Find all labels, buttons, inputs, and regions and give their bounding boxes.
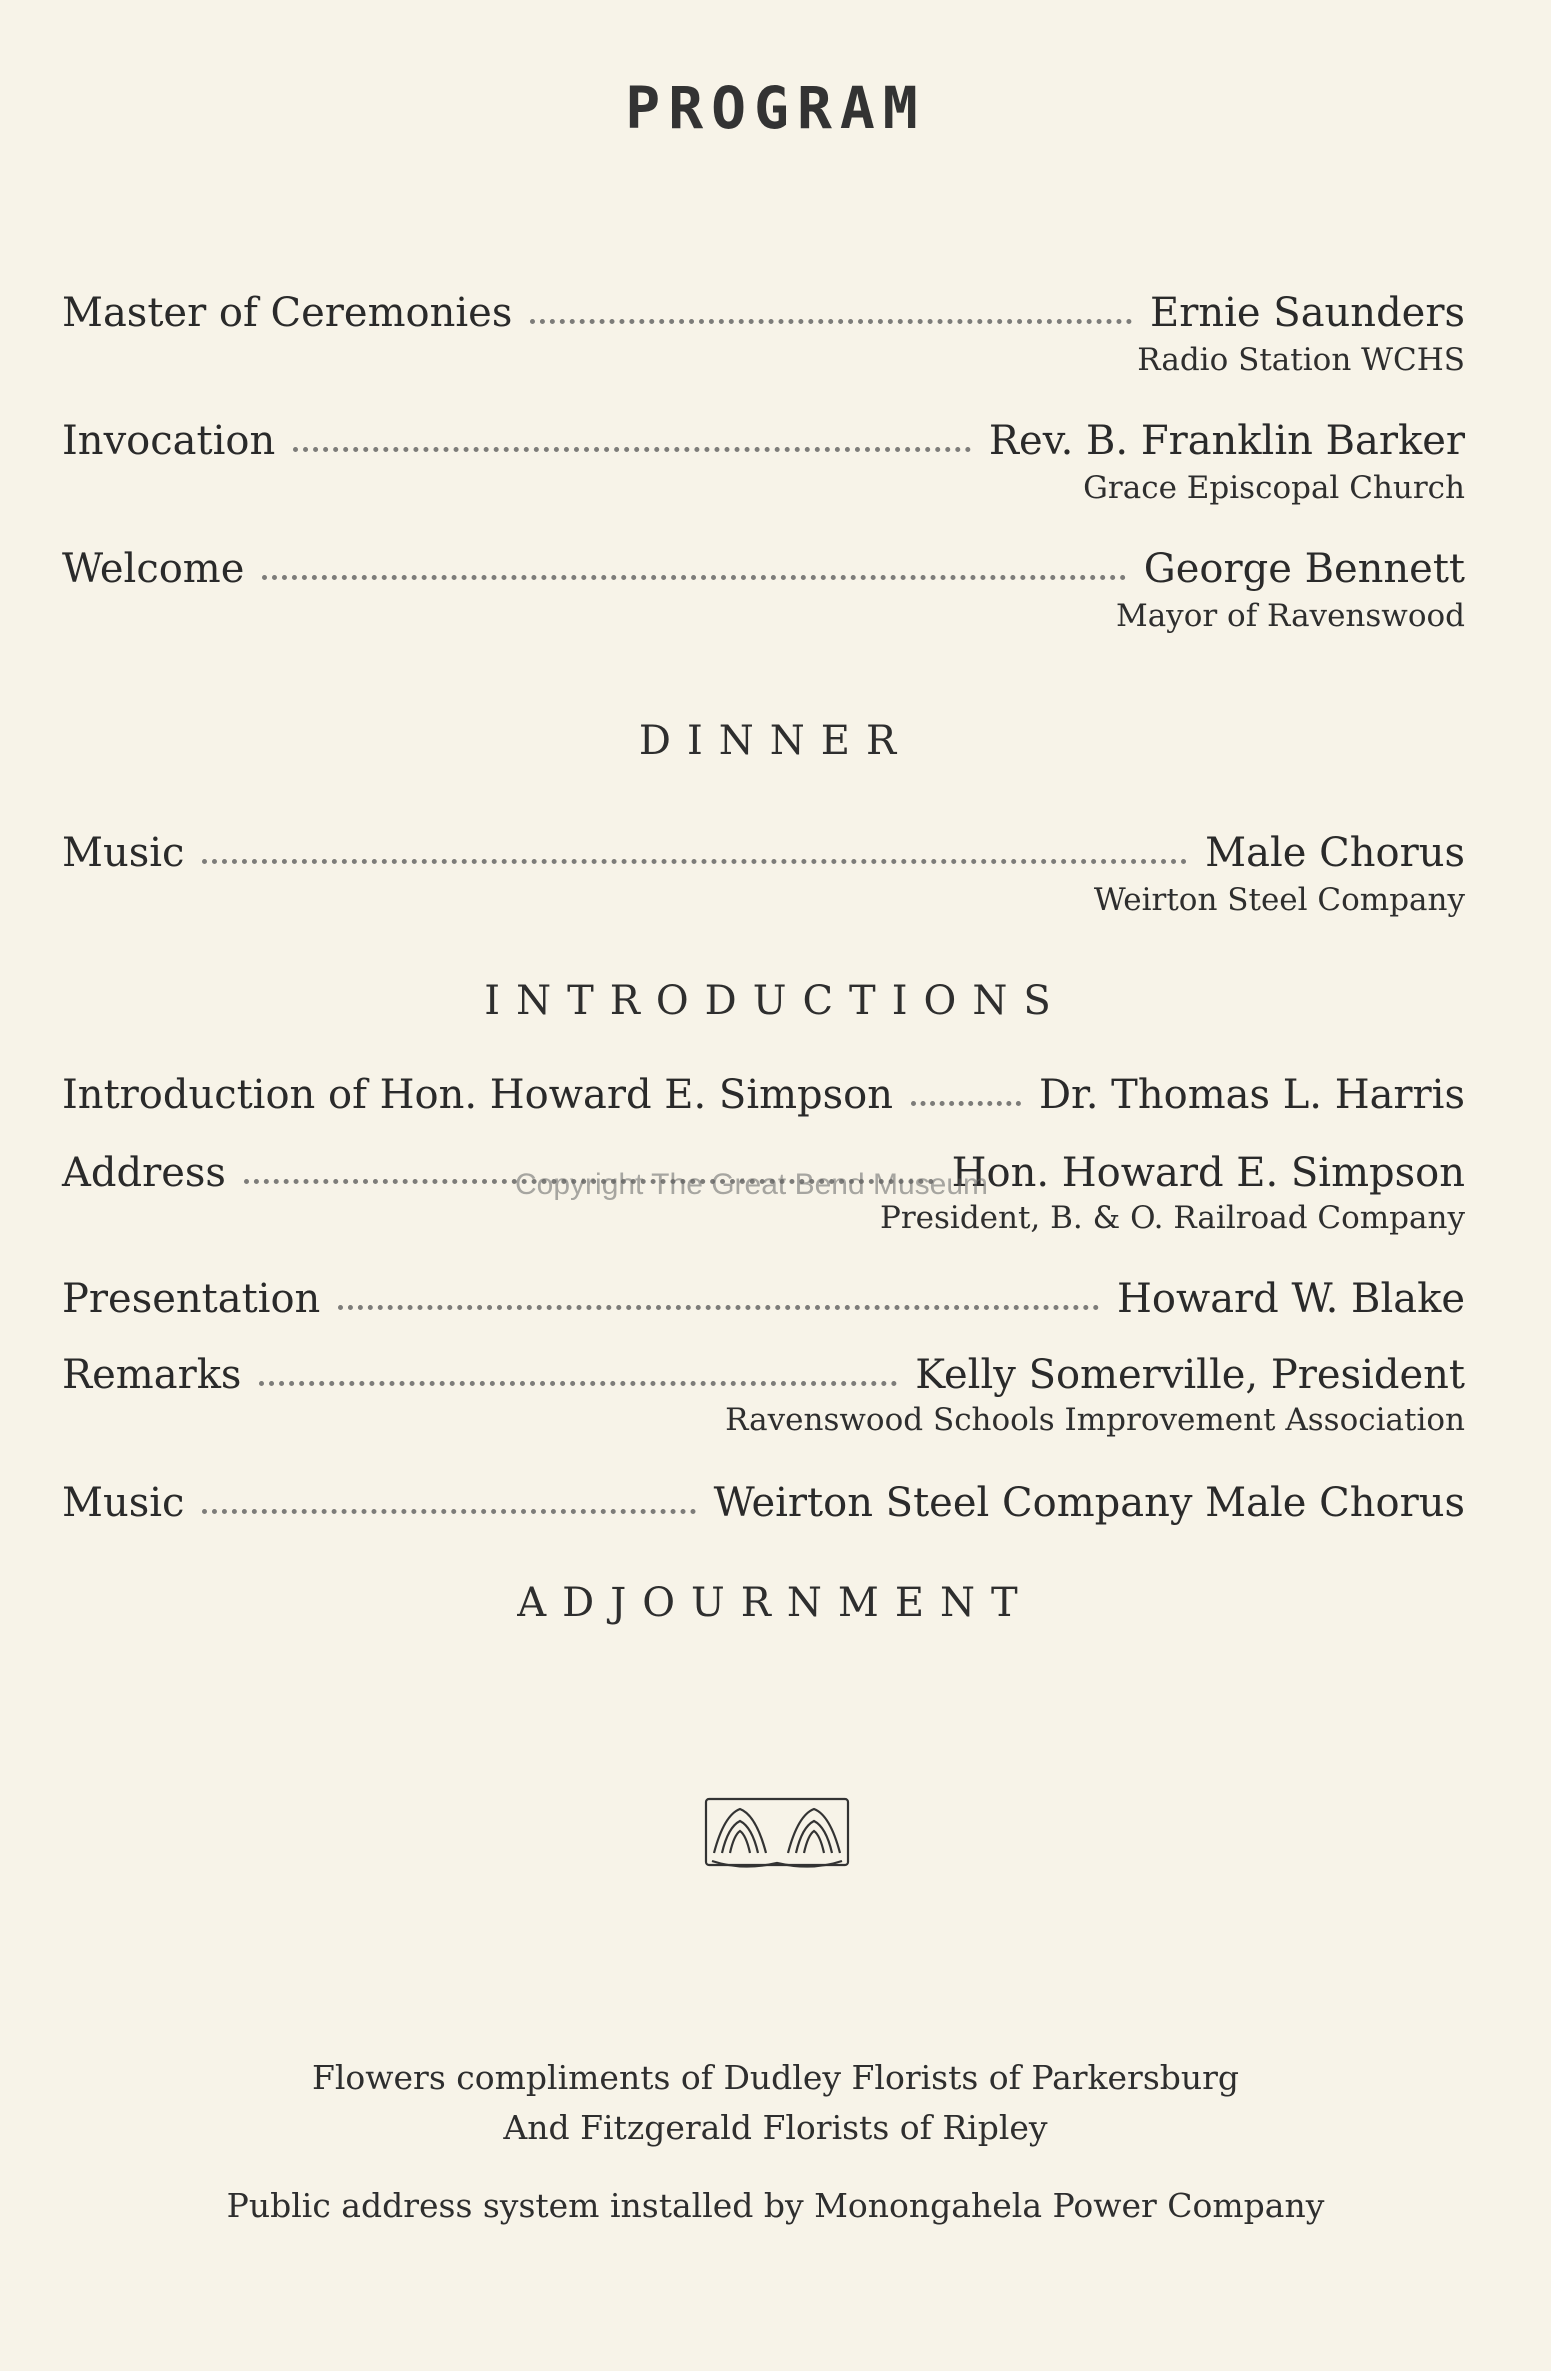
item-name: Howard W. Blake [1117, 1276, 1465, 1322]
copyright-watermark: Copyright The Great Bend Museum [515, 1168, 989, 1201]
dot-leader [338, 1301, 1099, 1310]
dot-leader [202, 855, 1187, 864]
item-name: Kelly Somerville, President [915, 1352, 1465, 1398]
program-item-remarks [62, 1352, 1465, 1398]
program-item-presentation [62, 1276, 1465, 1322]
section-heading-dinner: DINNER [638, 718, 913, 764]
item-affiliation: Weirton Steel Company [1093, 882, 1465, 918]
item-label: Welcome [62, 546, 245, 592]
item-name: Ernie Saunders [1150, 290, 1465, 336]
section-heading-adjournment: ADJOURNMENT [517, 1580, 1034, 1626]
item-label: Introduction of Hon. Howard E. Simpson [62, 1072, 894, 1118]
item-name: Weirton Steel Company Male Chorus [713, 1480, 1465, 1526]
item-label: Master of Ceremonies [62, 290, 513, 336]
dot-leader [259, 1377, 897, 1386]
item-name: Male Chorus [1205, 830, 1465, 876]
item-label: Invocation [62, 418, 276, 464]
item-affiliation: Mayor of Ravenswood [1115, 598, 1465, 634]
footer-flowers-line: Flowers compliments of Dudley Florists of Parkersburg [311, 2058, 1240, 2097]
dot-leader [262, 571, 1125, 580]
page-title: PROGRAM [625, 74, 926, 142]
dot-leader [911, 1097, 1021, 1106]
item-label: Music [62, 830, 185, 876]
footer-florists-line: And Fitzgerald Florists of Ripley [503, 2108, 1048, 2147]
item-affiliation: Grace Episcopal Church [1083, 470, 1465, 506]
program-item-music [62, 830, 1465, 876]
program-item-master-of-ceremonies [62, 290, 1465, 336]
dot-leader [293, 443, 971, 452]
footer-pa-system-line: Public address system installed by Monongahela Power Company [226, 2186, 1325, 2225]
program-item-closing-music [62, 1480, 1465, 1526]
item-name: Dr. Thomas L. Harris [1038, 1072, 1465, 1118]
dot-leader [202, 1505, 695, 1514]
item-affiliation: Radio Station WCHS [1137, 342, 1465, 378]
item-label: Music [62, 1480, 185, 1526]
item-affiliation: President, B. & O. Railroad Company [879, 1200, 1465, 1236]
dot-leader [530, 315, 1132, 324]
item-name: George Bennett [1143, 546, 1465, 592]
item-label: Address [62, 1150, 226, 1196]
item-label: Presentation [62, 1276, 321, 1322]
item-name: Hon. Howard E. Simpson [951, 1150, 1465, 1196]
item-name: Rev. B. Franklin Barker [988, 418, 1465, 464]
item-label: Remarks [62, 1352, 242, 1398]
section-heading-introductions: INTRODUCTIONS [484, 978, 1067, 1024]
program-item-welcome [62, 546, 1465, 592]
program-item-invocation [62, 418, 1465, 464]
item-affiliation: Ravenswood Schools Improvement Association [725, 1402, 1465, 1438]
floral-ornament-icon [702, 1795, 852, 1875]
program-item-introduction [62, 1072, 1465, 1118]
